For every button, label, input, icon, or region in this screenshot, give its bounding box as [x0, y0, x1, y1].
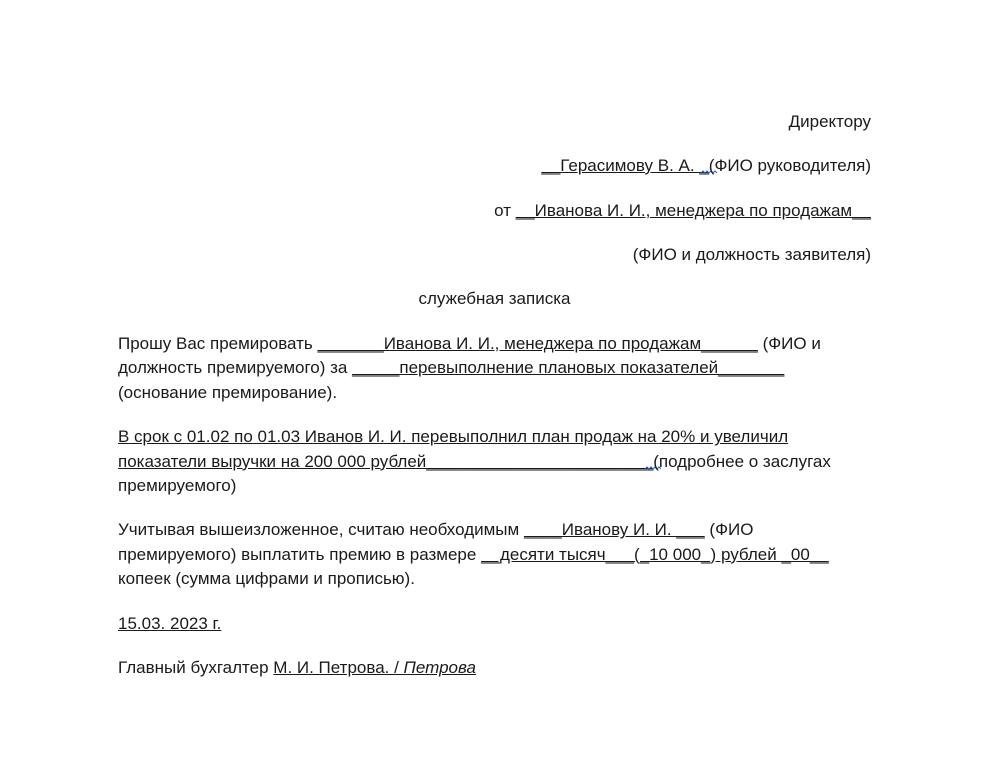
document-title: [118, 288, 871, 310]
payment-amount-note: копеек (сумма цифрами и прописью).: [118, 569, 415, 589]
addressee-head-note: (ФИО руководителя): [708, 156, 871, 175]
request-reason-note: (основание премирование).: [118, 382, 338, 402]
payment-employee: ____Иванову И. И. ___: [523, 520, 705, 540]
addressee-from-note: [118, 244, 871, 266]
request-employee-note: (ФИО и должность премируемого) за: [118, 334, 821, 378]
request-intro: Прошу Вас премировать: [118, 334, 318, 353]
payment-intro: Учитывая вышеизложенное, считаю необходимым: [118, 520, 524, 540]
signature-line: [118, 656, 871, 680]
request-employee: _______Иванова И. И., менеджера по продажам______: [317, 334, 758, 353]
request-reason: _____перевыполнение плановых показателей_______: [352, 358, 785, 378]
from-prefix: от: [494, 201, 516, 220]
payment-employee-note: (ФИО премируемого) выплатить премию в размере: [118, 520, 754, 564]
request-paragraph: [118, 332, 871, 405]
addressee-head-line: [118, 155, 871, 177]
addressee-director: Директору: [788, 112, 871, 131]
merits-text: В срок с 01.02 по 01.03 Иванов И. И. перевыполнил план продаж на 20% и увеличил показатели выручки на 200 000 рублей________________________: [118, 427, 789, 471]
payment-amount: __десяти тысяч___(_10 000_) рублей _00__: [481, 544, 829, 564]
addressee-head-name: __Герасимову В. А. _: [541, 156, 709, 175]
date-line: [118, 612, 871, 636]
from-note: (ФИО и должность заявителя): [632, 245, 871, 264]
document-title-text: служебная записка: [418, 289, 571, 308]
signature-name: М. И. Петрова. /: [273, 658, 404, 678]
document-page: [118, 111, 871, 680]
merits-paragraph: [118, 425, 871, 498]
merits-note: (подробнее о заслугах премируемого): [118, 451, 831, 496]
signature-role: Главный бухгалтер: [118, 658, 274, 678]
document-date: 15.03. 2023 г.: [118, 613, 222, 633]
signature-handwritten: Петрова: [403, 658, 476, 678]
from-name: __Иванова И. И., менеджера по продажам__: [515, 201, 871, 220]
addressee-from-line: [118, 200, 871, 222]
addressee-title: [118, 111, 871, 133]
payment-paragraph: [118, 518, 871, 591]
